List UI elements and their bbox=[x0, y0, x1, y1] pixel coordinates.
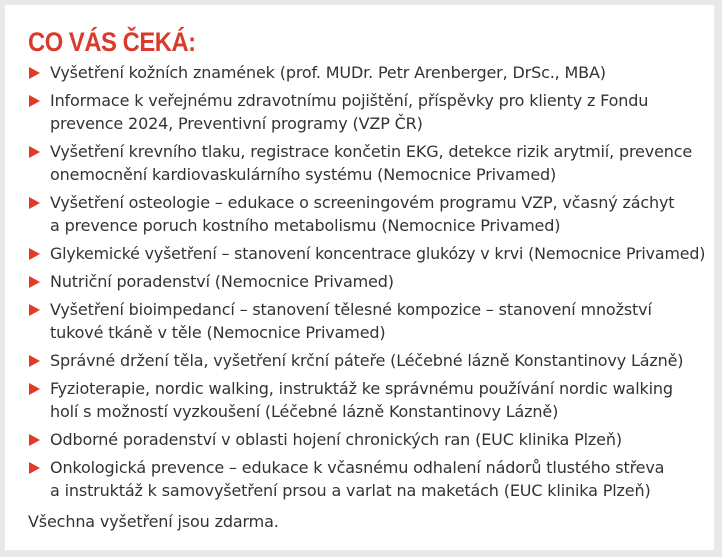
list-item-line: a instruktáž k samovyšetření prsou a varlat na maketách (EUC klinika Plzeň) bbox=[50, 481, 651, 500]
list-item-line: Vyšetření osteologie – edukace o screeningovém programu VZP, včasný záchyt bbox=[50, 193, 675, 212]
triangle-bullet-icon bbox=[29, 197, 40, 209]
list-item bbox=[5, 270, 714, 293]
list-item bbox=[5, 191, 714, 237]
triangle-bullet-icon bbox=[29, 304, 40, 316]
list-item-line: holí s možností vyzkoušení (Léčebné lázně Konstantinovy Lázně) bbox=[50, 402, 559, 421]
list-item-line: Fyzioterapie, nordic walking, instruktáž ke správnému používání nordic walking bbox=[50, 379, 673, 398]
footer-note: Všechna vyšetření jsou zdarma. bbox=[28, 512, 279, 531]
info-card bbox=[5, 5, 714, 550]
list-item-line: Nutriční poradenství (Nemocnice Privamed) bbox=[50, 272, 394, 291]
triangle-bullet-icon bbox=[29, 67, 40, 79]
list-item bbox=[5, 456, 714, 502]
triangle-bullet-icon bbox=[29, 276, 40, 288]
list-item-line: Informace k veřejnému zdravotnímu pojištění, příspěvky pro klienty z Fondu bbox=[50, 91, 649, 110]
list-item-line: Glykemické vyšetření – stanovení koncentrace glukózy v krvi (Nemocnice Privamed) bbox=[50, 244, 706, 263]
list-item bbox=[5, 140, 714, 186]
list-item-line: a prevence poruch kostního metabolismu (Nemocnice Privamed) bbox=[50, 216, 561, 235]
list-item-line: Vyšetření bioimpedancí – stanovení tělesné kompozice – stanovení množství bbox=[50, 300, 652, 319]
list-item-line: Vyšetření kožních znamének (prof. MUDr. Petr Arenberger, DrSc., MBA) bbox=[50, 63, 606, 82]
list-item bbox=[5, 377, 714, 423]
services-list bbox=[5, 61, 714, 507]
list-item bbox=[5, 61, 714, 84]
list-item bbox=[5, 428, 714, 451]
triangle-bullet-icon bbox=[29, 146, 40, 158]
list-item-line: prevence 2024, Preventivní programy (VZP ČR) bbox=[50, 114, 423, 133]
list-item bbox=[5, 242, 714, 265]
list-item-line: Správné držení těla, vyšetření krční páteře (Léčebné lázně Konstantinovy Lázně) bbox=[50, 351, 684, 370]
list-item-line: Vyšetření krevního tlaku, registrace končetin EKG, detekce rizik arytmií, prevence bbox=[50, 142, 693, 161]
list-item-line: Onkologická prevence – edukace k včasnému odhalení nádorů tlustého střeva bbox=[50, 458, 665, 477]
list-item bbox=[5, 349, 714, 372]
section-heading: CO VÁS ČEKÁ: bbox=[28, 27, 196, 57]
list-item-line: Odborné poradenství v oblasti hojení chronických ran (EUC klinika Plzeň) bbox=[50, 430, 622, 449]
list-item-line: onemocnění kardiovaskulárního systému (Nemocnice Privamed) bbox=[50, 165, 557, 184]
triangle-bullet-icon bbox=[29, 248, 40, 260]
triangle-bullet-icon bbox=[29, 95, 40, 107]
list-item bbox=[5, 298, 714, 344]
list-item-line: tukové tkáně v těle (Nemocnice Privamed) bbox=[50, 323, 386, 342]
triangle-bullet-icon bbox=[29, 355, 40, 367]
list-item bbox=[5, 89, 714, 135]
triangle-bullet-icon bbox=[29, 383, 40, 395]
triangle-bullet-icon bbox=[29, 462, 40, 474]
triangle-bullet-icon bbox=[29, 434, 40, 446]
